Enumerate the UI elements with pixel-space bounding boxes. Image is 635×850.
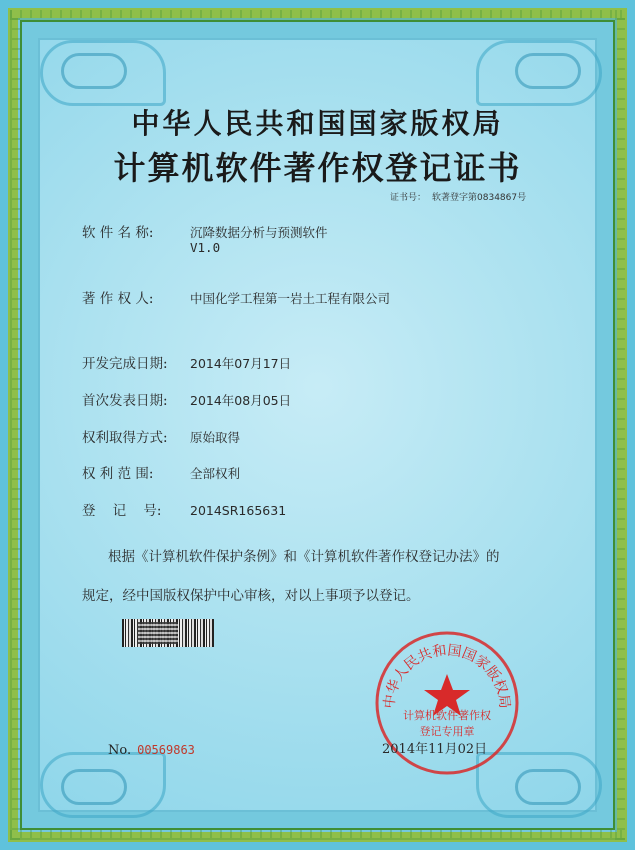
software-name-row — [82, 221, 328, 241]
certificate-number — [390, 190, 526, 203]
body-line-2: 规定，经中国版权保护中心审核，对以上事项予以登记。 — [82, 588, 420, 604]
reg-no-label: 登 记 号: — [82, 503, 162, 519]
serial-number — [108, 743, 195, 758]
rights-scope-label: 权 利 范 围: — [82, 466, 154, 482]
pub-date-value: 2014年08月05日 — [190, 393, 292, 408]
reg-no-value: 2014SR165631 — [190, 503, 287, 518]
seal-line-1: 计算机软件著作权 — [403, 709, 491, 722]
rights-method-value: 原始取得 — [190, 430, 241, 445]
software-name-value: 沉降数据分析与预测软件 — [190, 225, 328, 240]
owner-value: 中国化学工程第一岩土工程有限公司 — [190, 291, 391, 306]
dev-date-value: 2014年07月17日 — [190, 356, 292, 371]
certificate-number-label: 证书号： — [390, 193, 427, 203]
meander-bottom — [10, 830, 625, 840]
rights-method-label: 权利取得方式: — [82, 430, 168, 446]
rights-scope-value: 全部权利 — [190, 466, 241, 481]
barcode-matrix — [138, 622, 178, 644]
pub-date-label: 首次发表日期: — [82, 393, 168, 409]
rights-scope-row — [82, 462, 240, 482]
serial-number-label: No. — [108, 743, 132, 758]
rights-method-row — [82, 426, 240, 446]
meander-top — [10, 10, 625, 20]
owner-label: 著 作 权 人: — [82, 291, 154, 307]
barcode — [122, 619, 214, 647]
certificate-number-value: 软著登字第0834867号 — [432, 193, 527, 203]
corner-ornament-top-right — [476, 40, 602, 106]
issue-date: 2014年11月02日 — [382, 742, 488, 757]
body-line-1: 根据《计算机软件保护条例》和《计算机软件著作权登记办法》的 — [108, 549, 500, 565]
dev-date-label: 开发完成日期: — [82, 356, 168, 372]
issuer-title: 中华人民共和国国家版权局 — [131, 107, 504, 140]
seal-line-2: 登记专用章 — [419, 725, 475, 738]
seal-ring-text: 中华人民共和国国家版权局 — [381, 642, 513, 710]
serial-number-value: 00569863 — [137, 743, 195, 757]
owner-row — [82, 287, 390, 307]
software-name-label: 软 件 名 称: — [82, 225, 154, 241]
software-version: V1.0 — [190, 240, 221, 255]
dev-date-row — [82, 352, 291, 372]
pub-date-row — [82, 389, 291, 409]
certificate-title: 计算机软件著作权登记证书 — [113, 149, 522, 187]
reg-no-row — [82, 499, 286, 519]
corner-ornament-bottom-left — [40, 752, 166, 818]
corner-ornament-top-left — [40, 40, 166, 106]
